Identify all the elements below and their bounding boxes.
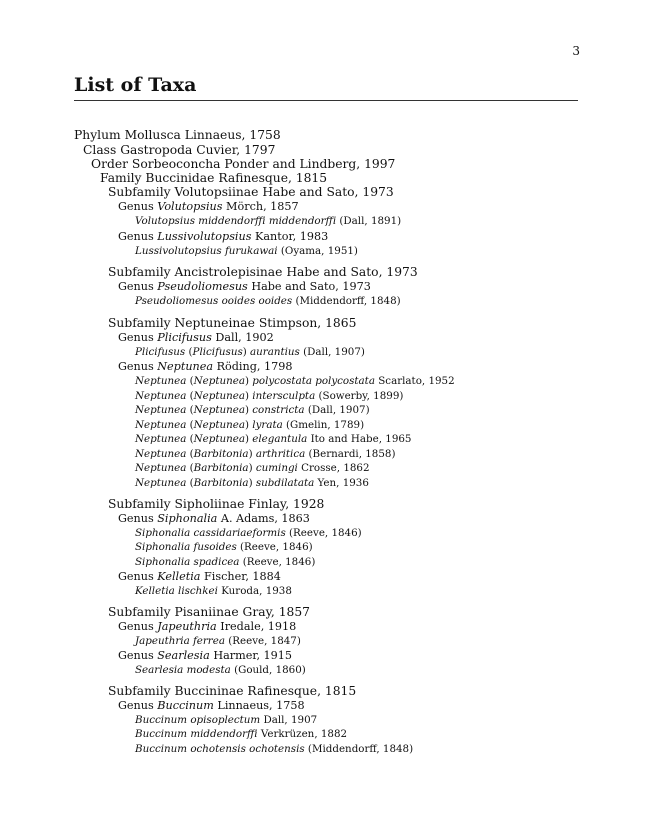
taxon-name-italic: lyrata [252, 419, 283, 431]
taxon-text: Röding, 1798 [213, 360, 293, 373]
taxon-text: ( [185, 346, 193, 358]
taxon-genus [118, 512, 310, 525]
taxon-name-italic: Buccinum middendorffi [135, 728, 258, 740]
taxon-subfamily [108, 497, 324, 511]
taxon-species [135, 743, 413, 755]
taxon-name-italic: Pseudoliomesus [157, 280, 248, 293]
taxon-text: Genus [118, 570, 158, 583]
taxon-name-italic: Lussivolutopsius furukawai [135, 245, 278, 257]
taxon-species [135, 433, 411, 445]
taxon-text: ( [186, 375, 194, 387]
taxon-genus [118, 360, 292, 373]
taxon-name-italic: Buccinum [157, 699, 214, 712]
taxon-text: (Reeve, 1847) [224, 635, 301, 647]
taxon-name-italic: cumingi [255, 462, 298, 474]
taxon-name-italic: Pseudoliomesus ooides ooides [135, 295, 293, 307]
taxon-text: (Reeve, 1846) [239, 556, 316, 568]
taxon-text: Genus [118, 512, 158, 525]
taxon-name-italic: Searlesia modesta [135, 664, 231, 676]
taxon-species [135, 585, 292, 597]
taxon-text: Kuroda, 1938 [217, 585, 292, 597]
taxon-name-italic: constricta [252, 404, 305, 416]
taxon-name-italic: Siphonalia [157, 512, 218, 525]
taxon-text: (Dall, 1891) [336, 215, 402, 227]
taxon-genus [118, 331, 274, 344]
taxon-species [135, 404, 370, 416]
taxon-phylum [74, 128, 281, 142]
taxon-name-italic: Volutopsius [157, 200, 223, 213]
taxon-name-italic: polycostata polycostata [252, 375, 375, 387]
taxon-species [135, 346, 365, 358]
taxon-name-italic: Barbitonia [193, 477, 249, 489]
taxon-text: (Sowerby, 1899) [315, 390, 404, 402]
taxon-text: Crosse, 1862 [297, 462, 370, 474]
taxon-genus [118, 620, 296, 633]
taxon-text: Mörch, 1857 [222, 200, 299, 213]
taxon-text: (Gould, 1860) [230, 664, 306, 676]
taxon-text: ) [244, 390, 253, 402]
page-title: List of Taxa [74, 74, 197, 96]
taxon-species [135, 477, 369, 489]
taxon-name-italic: Neptunea [135, 390, 187, 402]
taxon-text: Genus [118, 649, 158, 662]
taxon-name-italic: Neptunea [157, 360, 214, 373]
taxon-genus [118, 649, 292, 662]
taxon-species [135, 245, 358, 257]
taxon-text: Dall, 1907 [260, 714, 318, 726]
taxon-text: Genus [118, 360, 158, 373]
taxon-species [135, 419, 364, 431]
taxon-text: Verkrüzen, 1882 [257, 728, 348, 740]
taxon-text: Fischer, 1884 [200, 570, 281, 583]
taxon-species [135, 295, 401, 307]
taxon-text: (Dall, 1907) [304, 404, 370, 416]
taxon-species [135, 541, 313, 553]
taxon-text: A. Adams, 1863 [217, 512, 310, 525]
taxon-text: Iredale, 1918 [216, 620, 297, 633]
taxon-order [91, 157, 395, 171]
taxon-text: (Reeve, 1846) [236, 541, 313, 553]
taxon-text: (Dall, 1907) [299, 346, 365, 358]
taxon-name-italic: Siphonalia spadicea [135, 556, 240, 568]
taxon-name-italic: Neptunea [135, 404, 187, 416]
taxon-text: ) [244, 375, 253, 387]
taxon-subfamily [108, 185, 394, 199]
taxon-text: ( [186, 419, 194, 431]
taxon-text: ( [186, 462, 194, 474]
taxon-species [135, 390, 403, 402]
taxon-text: (Reeve, 1846) [285, 527, 362, 539]
taxon-family [100, 171, 327, 185]
taxon-species [135, 462, 370, 474]
taxon-name-italic: Neptunea [135, 375, 187, 387]
taxon-name-italic: Barbitonia [193, 448, 249, 460]
taxon-text: ) [248, 477, 256, 489]
taxon-text: Subfamily Pisaniinae Gray, 1857 [108, 605, 311, 619]
taxon-text: ( [186, 404, 194, 416]
taxon-name-italic: Siphonalia cassidariaeformis [135, 527, 286, 539]
taxon-text: Subfamily Buccininae Rafinesque, 1815 [108, 684, 357, 698]
taxon-text: Habe and Sato, 1973 [247, 280, 371, 293]
taxon-name-italic: subdilatata [255, 477, 315, 489]
taxon-name-italic: Siphonalia fusoides [135, 541, 237, 553]
taxon-name-italic: Plicifusus [135, 346, 186, 358]
taxon-text: Linnaeus, 1758 [213, 699, 305, 712]
taxon-class [83, 143, 275, 157]
taxon-name-italic: Neptunea [135, 477, 187, 489]
taxon-name-italic: Neptunea [193, 419, 245, 431]
taxon-text: Scarlato, 1952 [374, 375, 455, 387]
taxon-name-italic: Japeuthria [157, 620, 217, 633]
taxon-text: Yen, 1936 [314, 477, 369, 489]
taxon-text: ) [244, 419, 253, 431]
taxon-species [135, 527, 362, 539]
taxon-name-italic: Neptunea [135, 433, 187, 445]
taxon-text: ( [186, 448, 194, 460]
taxon-text: ) [244, 404, 253, 416]
taxon-name-italic: aurantius [250, 346, 300, 358]
taxon-species [135, 714, 317, 726]
taxon-subfamily [108, 684, 356, 698]
taxon-species [135, 448, 395, 460]
taxon-species [135, 375, 455, 387]
taxon-subfamily [108, 265, 418, 279]
taxon-text: Order Sorbeoconcha Ponder and Lindberg, 1997 [91, 157, 396, 171]
taxon-text: Genus [118, 699, 158, 712]
taxon-text: Kantor, 1983 [251, 230, 329, 243]
taxon-species [135, 556, 315, 568]
taxon-name-italic: Volutopsius middendorffi middendorffi [135, 215, 337, 227]
taxon-text: Genus [118, 200, 158, 213]
taxon-genus [118, 280, 371, 293]
taxon-text: (Middendorff, 1848) [304, 743, 414, 755]
taxon-species [135, 664, 306, 676]
taxon-text: ) [244, 433, 253, 445]
taxon-name-italic: Neptunea [135, 448, 187, 460]
taxon-text: ( [186, 390, 194, 402]
taxon-text: ( [186, 477, 194, 489]
taxon-text: Genus [118, 331, 158, 344]
taxon-text: Subfamily Sipholiinae Finlay, 1928 [108, 497, 325, 511]
taxon-text: Ito and Habe, 1965 [307, 433, 412, 445]
taxon-text: ) [242, 346, 251, 358]
taxon-genus [118, 230, 328, 243]
taxon-text: Subfamily Volutopsiinae Habe and Sato, 1973 [108, 185, 394, 199]
taxon-name-italic: arthritica [255, 448, 306, 460]
taxon-text: Harmer, 1915 [209, 649, 293, 662]
taxon-text: Genus [118, 620, 158, 633]
taxon-name-italic: Lussivolutopsius [157, 230, 252, 243]
taxon-text: Subfamily Ancistrolepisinae Habe and Sato, 1973 [108, 265, 418, 279]
taxon-subfamily [108, 316, 356, 330]
taxon-text: (Gmelin, 1789) [282, 419, 365, 431]
taxon-name-italic: Neptunea [193, 433, 245, 445]
taxon-text: Family Buccinidae Rafinesque, 1815 [100, 171, 328, 185]
taxon-subfamily [108, 605, 310, 619]
taxon-species [135, 635, 301, 647]
taxon-name-italic: Kelletia [157, 570, 201, 583]
taxon-text: ) [248, 448, 256, 460]
taxon-text: Genus [118, 230, 158, 243]
taxon-name-italic: Neptunea [193, 375, 245, 387]
taxon-genus [118, 699, 305, 712]
taxon-name-italic: Japeuthria ferrea [135, 635, 225, 647]
taxon-name-italic: Buccinum ochotensis ochotensis [135, 743, 305, 755]
taxon-name-italic: Neptunea [135, 419, 187, 431]
taxon-genus [118, 570, 281, 583]
taxon-name-italic: Searlesia [157, 649, 210, 662]
taxon-species [135, 215, 401, 227]
taxon-name-italic: elegantula [252, 433, 308, 445]
taxon-name-italic: Neptunea [193, 404, 245, 416]
taxon-text: (Oyama, 1951) [277, 245, 358, 257]
taxon-text: Phylum Mollusca Linnaeus, 1758 [74, 128, 281, 142]
taxon-name-italic: Buccinum opisoplectum [135, 714, 261, 726]
taxon-text: ) [248, 462, 256, 474]
taxon-genus [118, 200, 299, 213]
taxon-text: Genus [118, 280, 158, 293]
taxon-text: (Middendorff, 1848) [292, 295, 401, 307]
taxon-name-italic: Plicifusus [192, 346, 243, 358]
taxon-name-italic: Plicifusus [157, 331, 212, 344]
taxon-name-italic: Neptunea [135, 462, 187, 474]
taxon-name-italic: Neptunea [193, 390, 245, 402]
taxon-name-italic: intersculpta [252, 390, 316, 402]
taxon-name-italic: Barbitonia [193, 462, 249, 474]
taxon-text: (Bernardi, 1858) [305, 448, 396, 460]
page-number: 3 [572, 44, 580, 58]
taxon-text: ( [186, 433, 194, 445]
taxon-text: Class Gastropoda Cuvier, 1797 [83, 143, 276, 157]
taxon-text: Subfamily Neptuneinae Stimpson, 1865 [108, 316, 357, 330]
taxon-name-italic: Kelletia lischkei [135, 585, 218, 597]
taxon-text: Dall, 1902 [211, 331, 274, 344]
taxon-species [135, 728, 347, 740]
